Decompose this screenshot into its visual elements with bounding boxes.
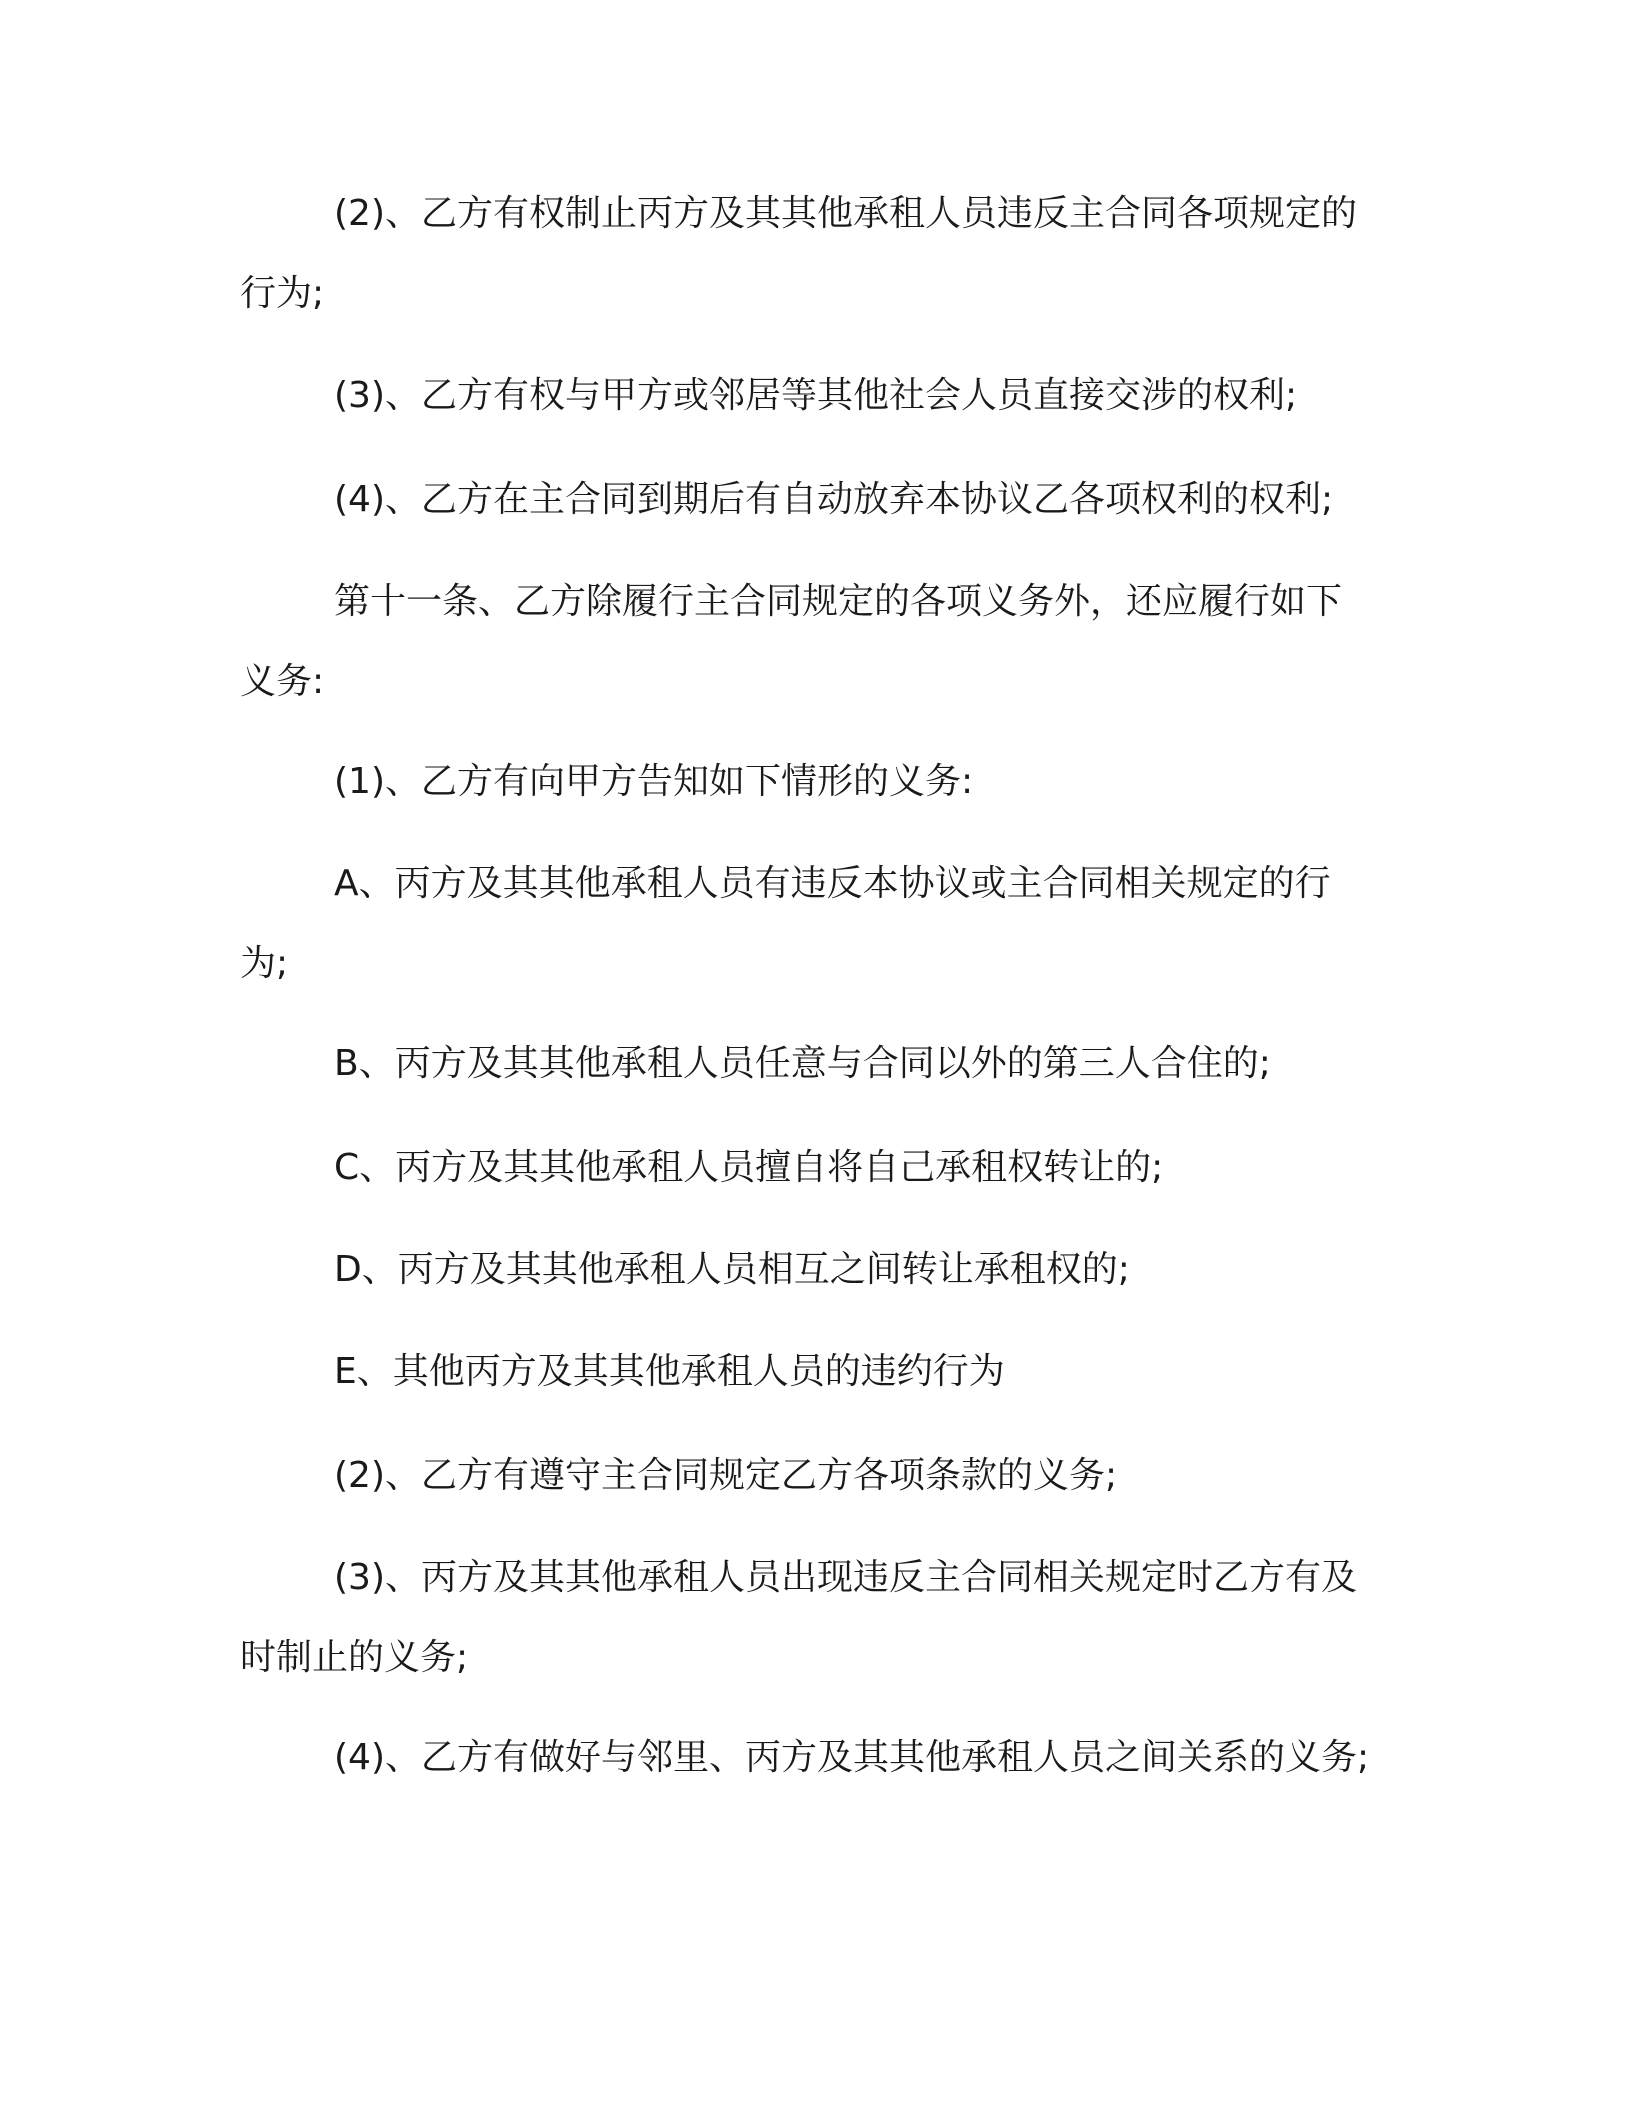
paragraph-duty-4-relations (240, 1737, 1400, 1778)
paragraph-item-c (240, 1147, 1400, 1188)
paragraph-item-b (240, 1043, 1400, 1084)
paragraph-line: C、丙方及其其他承租人员擅自将自己承租权转让的; (334, 1147, 1164, 1188)
paragraph-line: A、丙方及其其他承租人员有违反本协议或主合同相关规定的行 (334, 863, 1331, 904)
paragraph-line: E、其他丙方及其其他承租人员的违约行为 (334, 1351, 1005, 1392)
paragraph-line: 行为; (240, 273, 325, 314)
paragraph-line: 义务: (240, 661, 325, 702)
paragraph-line: B、丙方及其其他承租人员任意与合同以外的第三人合住的; (334, 1043, 1271, 1084)
paragraph-line: (4)、乙方有做好与邻里、丙方及其其他承租人员之间关系的义务; (334, 1737, 1370, 1778)
paragraph-duty-3-stop (240, 1557, 1400, 1678)
paragraph-line: (2)、乙方有权制止丙方及其其他承租人员违反主合同各项规定的 (334, 193, 1357, 234)
paragraph-line: (3)、乙方有权与甲方或邻居等其他社会人员直接交涉的权利; (334, 375, 1298, 416)
paragraph-item-d (240, 1249, 1400, 1290)
paragraph-line: (4)、乙方在主合同到期后有自动放弃本协议乙各项权利的权利; (334, 479, 1334, 520)
paragraph-line: (2)、乙方有遵守主合同规定乙方各项条款的义务; (334, 1455, 1118, 1496)
paragraph-duty-1-notify (240, 761, 1400, 802)
paragraph-item-a (240, 863, 1400, 984)
paragraph-item-e (240, 1351, 1400, 1392)
paragraph-line: 时制止的义务; (240, 1637, 469, 1678)
paragraph-right-3-negotiate (240, 375, 1400, 416)
article-11-heading (240, 581, 1400, 702)
paragraph-line: (3)、丙方及其其他承租人员出现违反主合同相关规定时乙方有及 (334, 1557, 1357, 1598)
paragraph-right-2-stop-violations (240, 193, 1400, 314)
paragraph-line: 第十一条、乙方除履行主合同规定的各项义务外，还应履行如下 (334, 581, 1343, 622)
paragraph-right-4-waive (240, 479, 1400, 520)
paragraph-line: D、丙方及其其他承租人员相互之间转让承租权的; (334, 1249, 1130, 1290)
paragraph-line: 为; (240, 943, 289, 984)
paragraph-line: (1)、乙方有向甲方告知如下情形的义务: (334, 761, 974, 802)
paragraph-duty-2-comply (240, 1455, 1400, 1496)
